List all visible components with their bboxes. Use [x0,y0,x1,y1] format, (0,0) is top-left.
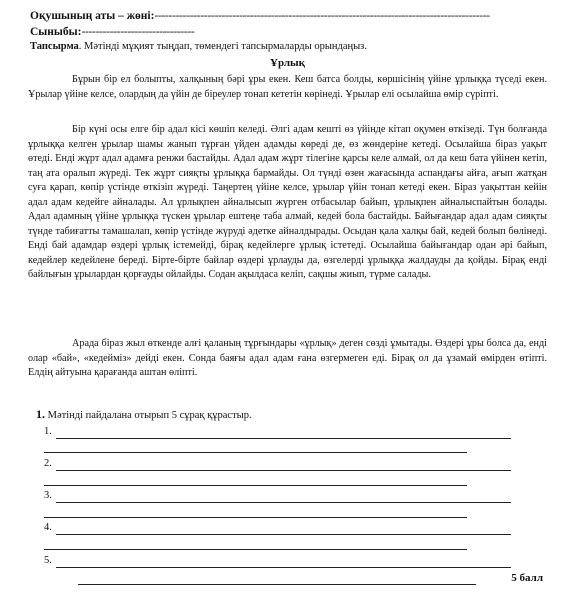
class-label: Сыныбы: [30,26,82,38]
answer-number-3: 3. [44,490,52,501]
task-text: . Мәтінді мұқият тыңдап, төмендегі тапсырмаларды орындаңыз. [78,41,367,52]
student-name-dashes: ----------------------------------------------------------------------------------------------- [154,10,490,22]
answer-line-1a[interactable] [56,438,511,439]
answer-line-4b[interactable] [44,549,467,550]
question-text: Мәтінді пайдалана отырып 5 сұрақ құрастыр. [45,410,252,421]
task-label: Тапсырма [30,41,79,52]
answer-line-4a[interactable] [56,534,511,535]
class-field[interactable] [30,26,194,38]
class-dashes: -------------------------------- [81,26,195,38]
paragraph-1: Бұрын бір ел болыпты, халқының бәрі ұры екен. Кеш батса болды, көршісінің үйіне ұрлыққа түседі екен. Ұрылар үйіне келсе, олардың да үйін де біреулер тонап кететін көрінеді. Ұрылар елі осылайша өмір сүріпті. [28,74,547,100]
student-name-label: Оқушының аты – жөні: [30,10,155,22]
text-title: Ұрлық [270,57,305,69]
answer-line-5a[interactable] [56,567,511,568]
answer-number-1: 1. [44,426,52,437]
question-number: 1. [36,407,45,421]
answer-number-5: 5. [44,555,52,566]
question-prompt [36,407,252,422]
answer-line-5b[interactable] [78,584,476,585]
answer-line-3a[interactable] [56,502,511,503]
answer-line-3b[interactable] [44,517,467,518]
answer-number-4: 4. [44,522,52,533]
paragraph-3: Арада біраз жыл өткенде алғі қаланың тұрғындары «ұрлық» деген сөзді ұмытады. Өздері ұры болса да, енді олар «бай», «кедейміз» дейді екен. Сонда баяғы адал адам ғана өзгермеген еді. Бірақ ол да ұзамай өмірден өтіпті. Елдің айтуына қарағанда аштан өліпті. [28,338,547,378]
answer-line-1b[interactable] [44,452,467,453]
paragraph-2: Бір күні осы елге бір адал кісі көшіп келеді. Әлгі адам кешті өз үйінде кітап оқумен өткізеді. Түн болғанда ұрлыққа келген ұрылар шамы жанып тұрған үйден адамды көреді де, өз жөндеріне кетеді. Осылайша біраз уақыт өтеді. Енді жұрт адал адамға ренжи бастайды. Адал адам жұрт тілегіне қарсы келе алмай, ол да кеш бата үйінен кетіп, таң ата оралып жүреді. Тек жұрт сияқты ұрлыққа бармайды. Ол түнді өзен жағасында аспандағы айға, ағып жатқан суға қарап, көпір үстінде өткізіп жүреді. Таңертең үйіне келсе, ұрылар үйін тонап кетеді екен. Біраз уақыттан кейін адал адам кедейге айналады. Ал ұрлықпен айналысып жүрген отбасылар байып, ұрлықпен айналыспайтын болады. Адал адамның үйіне ұрлыққа түскен ұрылар ештеңе таба алмай, кедей бола бастайды. Байығандар адал адам сияқты түнде табиғатты тамашалап, көпір үстінде жүруді әдетке айналдырады. Осыдан қала халқы бай, кедей болып бөлінеді. Енді бай адамдар өздері ұрлық істемейді, бірақ кедейлерге ұрлық істетеді. Осылайша байығандар одан әрі байып, кедейлер кедейлене береді. Бірте-бірте байлар өздері ұрлауды да, өзгелерді ұрлыққа жалдауды да қойды. Бірақ енді байлығын ұрылардан қорғауды ойлайды. Содан ақылдаса келіп, сақшы жиып, түрме салады. [28,124,547,280]
answer-line-2a[interactable] [56,470,511,471]
score-label: 5 балл [511,572,543,584]
answer-line-2b[interactable] [44,485,467,486]
student-name-field[interactable] [30,10,490,22]
answer-number-2: 2. [44,458,52,469]
task-instruction [30,41,367,52]
